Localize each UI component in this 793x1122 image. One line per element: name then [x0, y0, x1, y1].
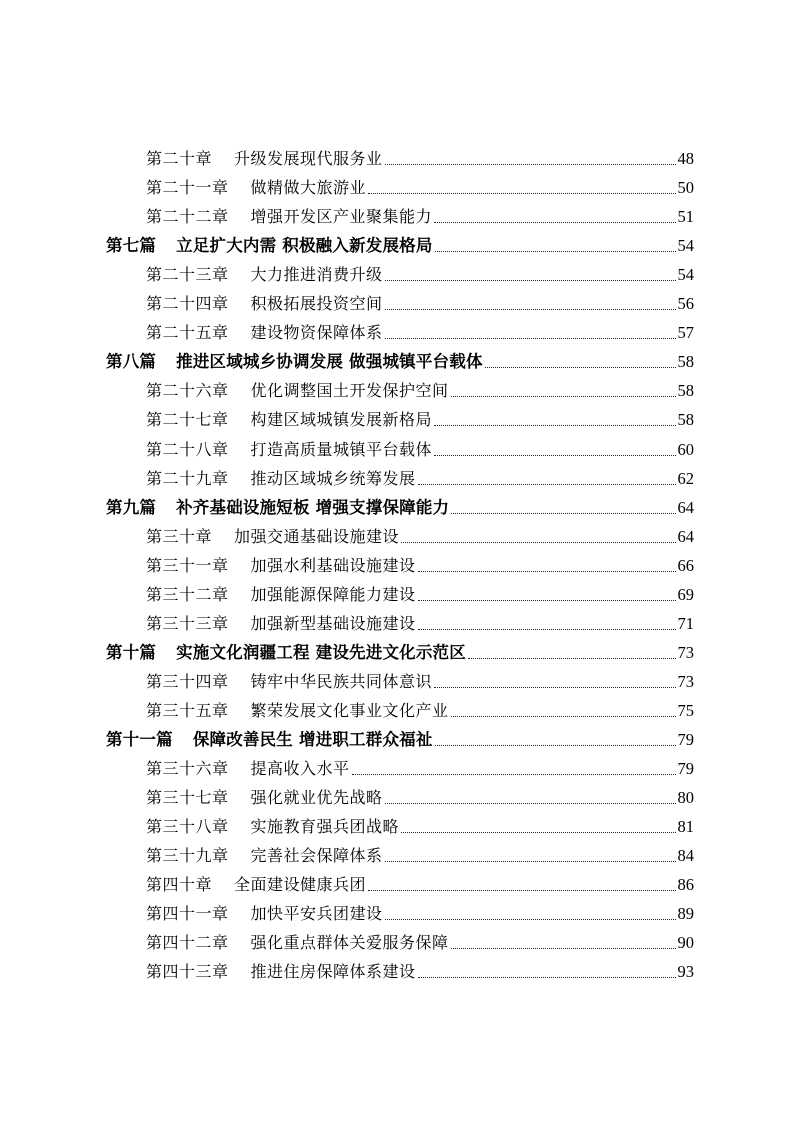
toc-page-number: 50: [677, 178, 694, 198]
toc-entry-number: 第三十一章: [146, 555, 229, 575]
toc-chapter-entry[interactable]: [0, 696, 694, 722]
toc-entry-text: 加强水利基础设施建设: [250, 555, 416, 575]
toc-entry-number: 第三十二章: [146, 584, 229, 604]
toc-entry-number: 第四十二章: [146, 933, 229, 953]
toc-entry-text: 积极拓展投资空间: [250, 294, 383, 314]
toc-entry-text: 提高收入水平: [250, 759, 350, 779]
toc-page-number: 54: [677, 236, 694, 256]
toc-entry-number: 第八篇: [106, 352, 157, 372]
toc-entry-text: 优化调整国土开发保护空间: [250, 381, 449, 401]
toc-entry-title: [146, 846, 383, 867]
toc-entry-text: 实施文化润疆工程 建设先进文化示范区: [176, 642, 466, 662]
toc-entry-text: 升级发展现代服务业: [234, 149, 383, 168]
toc-part-entry[interactable]: [0, 725, 694, 751]
toc-entry-text: 加强能源保障能力建设: [250, 584, 416, 604]
toc-page-number: 58: [677, 352, 694, 372]
toc-chapter-entry[interactable]: [0, 173, 694, 199]
toc-entry-number: 第二十七章: [146, 410, 229, 430]
toc-page-number: 90: [677, 933, 694, 953]
dot-leader: [434, 222, 675, 223]
toc-page-number: 75: [677, 700, 694, 720]
toc-entry-text: 铸牢中华民族共同体意识: [250, 671, 433, 691]
toc-chapter-entry[interactable]: [0, 318, 694, 344]
toc-entry-text: 加强交通基础设施建设: [234, 526, 400, 546]
toc-page-number: 58: [677, 381, 694, 401]
toc-entry-text: 繁荣发展文化事业文化产业: [250, 700, 449, 720]
toc-entry-text: 保障改善民生 增进职工群众福祉: [192, 730, 433, 749]
toc-entry-title: [106, 730, 433, 751]
toc-entry-number: 第三十六章: [146, 759, 229, 779]
dot-leader: [385, 803, 676, 804]
toc-entry-text: 补齐基础设施短板 增强支撑保障能力: [176, 497, 450, 517]
toc-entry-number: 第三十七章: [146, 788, 229, 808]
toc-chapter-entry[interactable]: [0, 202, 694, 228]
toc-page-number: 73: [677, 671, 694, 691]
toc-entry-title: [146, 788, 383, 809]
toc-entry-title: [146, 207, 432, 228]
toc-entry-number: 第三十四章: [146, 671, 229, 691]
toc-chapter-entry[interactable]: [0, 260, 694, 286]
dot-leader: [368, 890, 675, 891]
toc-entry-title: [106, 498, 449, 519]
toc-entry-title: [146, 323, 383, 344]
toc-page-number: 64: [677, 526, 694, 546]
toc-page-number: 81: [677, 817, 694, 837]
toc-entry-text: 做精做大旅游业: [250, 178, 367, 198]
toc-entry-text: 推动区域城乡统筹发展: [250, 468, 416, 488]
toc-entry-number: 第三十九章: [146, 846, 229, 866]
toc-entry-title: [146, 469, 416, 490]
toc-entry-number: 第二十一章: [146, 178, 229, 198]
dot-leader: [468, 658, 676, 659]
toc-entry-text: 强化就业优先战略: [250, 788, 383, 808]
toc-page-number: 51: [677, 207, 694, 227]
toc-entry-title: [146, 149, 383, 170]
toc-part-entry[interactable]: [0, 231, 694, 257]
toc-part-entry[interactable]: [0, 347, 694, 373]
toc-chapter-entry[interactable]: [0, 783, 694, 809]
dot-leader: [451, 716, 676, 717]
toc-chapter-entry[interactable]: [0, 405, 694, 431]
toc-entry-number: 第三十八章: [146, 817, 229, 837]
toc-chapter-entry[interactable]: [0, 812, 694, 838]
toc-chapter-entry[interactable]: [0, 522, 694, 548]
toc-entry-number: 第二十八章: [146, 439, 229, 459]
toc-chapter-entry[interactable]: [0, 667, 694, 693]
toc-entry-number: 第三十五章: [146, 700, 229, 720]
toc-entry-text: 实施教育强兵团战略: [250, 817, 400, 837]
dot-leader: [418, 600, 676, 601]
dot-leader: [418, 484, 676, 485]
toc-chapter-entry[interactable]: [0, 580, 694, 606]
toc-entry-title: [146, 265, 383, 286]
toc-entry-title: [106, 643, 466, 664]
dot-leader: [485, 367, 676, 368]
toc-entry-number: 第二十四章: [146, 294, 229, 314]
toc-entry-title: [146, 701, 449, 722]
toc-entry-number: 第四十三章: [146, 962, 229, 982]
toc-chapter-entry[interactable]: [0, 464, 694, 490]
toc-entry-title: [146, 410, 432, 431]
toc-entry-number: 第二十五章: [146, 323, 229, 343]
toc-entry-number: 第三十章: [146, 526, 213, 546]
toc-entry-text: 加快平安兵团建设: [250, 904, 383, 924]
toc-page-number: 79: [677, 759, 694, 779]
toc-entry-title: [146, 440, 432, 461]
toc-page-number: 79: [677, 730, 694, 749]
dot-leader: [385, 338, 676, 339]
toc-entry-number: 第二十章: [146, 149, 213, 168]
toc-entry-title: [146, 962, 416, 983]
toc-entry-text: 全面建设健康兵团: [234, 875, 367, 895]
dot-leader: [368, 193, 675, 194]
toc-entry-title: [146, 672, 432, 693]
toc-entry-text: 立足扩大内需 积极融入新发展格局: [176, 236, 433, 256]
toc-page-number: 56: [677, 294, 694, 314]
toc-entry-title: [146, 933, 449, 954]
toc-entry-number: 第三十三章: [146, 613, 229, 633]
dot-leader: [451, 513, 675, 514]
toc-chapter-entry[interactable]: [0, 376, 694, 402]
toc-entry-title: [146, 381, 449, 402]
toc-page-number: 69: [677, 584, 694, 604]
toc-page-number: 86: [677, 875, 694, 895]
toc-page-number: 57: [677, 323, 694, 343]
dot-leader: [434, 425, 675, 426]
dot-leader: [401, 542, 675, 543]
toc-entry-text: 建设物资保障体系: [250, 323, 383, 343]
toc-part-entry[interactable]: [0, 638, 694, 664]
toc-entry-text: 推进区域城乡协调发展 做强城镇平台载体: [176, 352, 483, 372]
toc-page-number: 80: [677, 788, 694, 808]
toc-page-number: 73: [677, 642, 694, 662]
dot-leader: [451, 396, 676, 397]
toc-entry-text: 加强新型基础设施建设: [250, 613, 416, 633]
toc-entry-number: 第二十九章: [146, 468, 229, 488]
toc-entry-title: [146, 294, 383, 315]
toc-entry-title: [146, 614, 416, 635]
toc-entry-text: 打造高质量城镇平台载体: [250, 439, 433, 459]
dot-leader: [435, 745, 676, 746]
dot-leader: [435, 251, 676, 252]
toc-entry-text: 大力推进消费升级: [250, 265, 383, 285]
toc-entry-text: 强化重点群体关爱服务保障: [250, 933, 449, 953]
dot-leader: [385, 309, 676, 310]
toc-entry-text: 完善社会保障体系: [250, 846, 383, 866]
toc-chapter-entry[interactable]: [0, 928, 694, 954]
dot-leader: [401, 832, 675, 833]
toc-entry-title: [146, 817, 399, 838]
toc-page-number: 48: [677, 149, 694, 168]
toc-entry-title: [146, 759, 350, 780]
toc-entry-title: [106, 352, 483, 373]
dot-leader: [352, 774, 676, 775]
toc-entry-text: 增强开发区产业聚集能力: [250, 207, 433, 227]
toc-page-number: 54: [677, 265, 694, 285]
toc-entry-number: 第九篇: [106, 497, 157, 517]
dot-leader: [385, 919, 676, 920]
toc-chapter-entry[interactable]: [0, 957, 694, 983]
toc-page-number: 93: [677, 962, 694, 982]
dot-leader: [434, 455, 675, 456]
toc-page-number: 58: [677, 410, 694, 430]
toc-entry-title: [106, 236, 433, 257]
toc-chapter-entry[interactable]: [0, 754, 694, 780]
toc-entry-number: 第十篇: [106, 642, 157, 662]
toc-entry-title: [146, 178, 366, 199]
toc-entry-number: 第十一篇: [106, 730, 173, 749]
toc-entry-number: 第四十章: [146, 875, 213, 895]
toc-chapter-entry[interactable]: [0, 870, 694, 896]
toc-entry-text: 构建区域城镇发展新格局: [250, 410, 433, 430]
dot-leader: [451, 948, 676, 949]
toc-page-number: 66: [677, 555, 694, 575]
dot-leader: [418, 977, 676, 978]
toc-entry-title: [146, 904, 383, 925]
toc-entry-text: 推进住房保障体系建设: [250, 962, 416, 982]
toc-entry-number: 第二十六章: [146, 381, 229, 401]
dot-leader: [434, 687, 675, 688]
toc-page-number: 84: [677, 846, 694, 866]
toc-chapter-entry[interactable]: [0, 899, 694, 925]
toc-entry-number: 第二十三章: [146, 265, 229, 285]
toc-page-number: 64: [677, 497, 694, 517]
dot-leader: [418, 571, 676, 572]
toc-chapter-entry[interactable]: [0, 289, 694, 315]
toc-entry-title: [146, 527, 399, 548]
toc-page-number: 71: [677, 613, 694, 633]
toc-part-entry[interactable]: [0, 493, 694, 519]
dot-leader: [385, 280, 676, 281]
toc-entry-title: [146, 556, 416, 577]
toc-chapter-entry[interactable]: [0, 609, 694, 635]
toc-entry-title: [146, 585, 416, 606]
toc-entry-number: 第四十一章: [146, 904, 229, 924]
toc-chapter-entry[interactable]: [0, 144, 694, 170]
dot-leader: [385, 861, 676, 862]
toc-page-number: 62: [677, 468, 694, 488]
toc-page-number: 60: [677, 439, 694, 459]
dot-leader: [418, 629, 676, 630]
toc-chapter-entry[interactable]: [0, 551, 694, 577]
toc-page-number: 89: [677, 904, 694, 924]
dot-leader: [385, 164, 676, 165]
toc-entry-title: [146, 875, 366, 896]
toc-entry-number: 第七篇: [106, 236, 157, 256]
toc-chapter-entry[interactable]: [0, 435, 694, 461]
toc-entry-number: 第二十二章: [146, 207, 229, 227]
toc-chapter-entry[interactable]: [0, 841, 694, 867]
